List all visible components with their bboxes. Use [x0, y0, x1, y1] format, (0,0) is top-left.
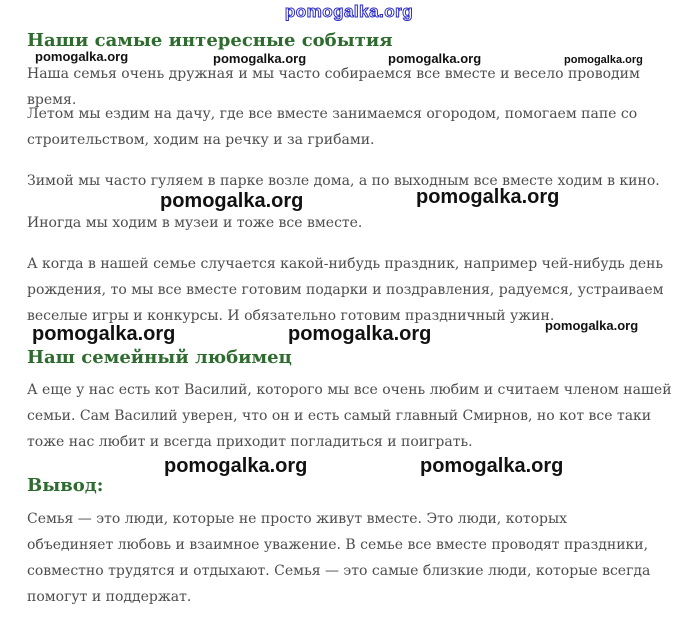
heading-events: Наши самые интересные события — [27, 30, 393, 51]
paragraph-events-3a: Зимой мы часто гуляем в парке возле дома, а по выходным все вместе ходим в кино. — [27, 173, 660, 189]
paragraph-conclusion-1: Семья — это люди, которые не просто живут вместе. Это люди, которых объединяет любовь и взаимное уважение. В семье все вместе проводят праздники, совместно трудятся и отдыхают. Семья — это самые близкие люди, которые всегда помогут и поддержат. — [27, 511, 651, 605]
watermark: pomogalka.org — [32, 323, 176, 345]
watermark: pomogalka.org — [564, 54, 643, 66]
watermark: pomogalka.org — [288, 323, 432, 345]
watermark: pomogalka.org — [420, 455, 564, 477]
paragraph-events-4: А когда в нашей семье случается какой-нибудь праздник, например чей-нибудь день рождения, то мы все вместе готовим подарки и поздравления, радуемся, устраиваем веселые игры и конкурсы. И обязательно готовим праздничный ужин. — [27, 256, 664, 324]
paragraph-events-2: Летом мы ездим на дачу, где все вместе занимаемся огородом, помогаем папе со строительством, ходим на речку и за грибами. — [27, 106, 638, 148]
site-logo-mark: pomogalka.org — [284, 2, 414, 21]
heading-pet: Наш семейный любимец — [27, 347, 292, 368]
watermark: pomogalka.org — [388, 51, 482, 66]
paragraph-events-3b: Иногда мы ходим в музеи и тоже все вместе. — [27, 215, 363, 231]
watermark: pomogalka.org — [35, 49, 129, 64]
watermark: pomogalka.org — [160, 190, 304, 212]
watermark: pomogalka.org — [213, 51, 307, 66]
watermark: pomogalka.org — [416, 186, 560, 208]
paragraph-events-1: Наша семья очень дружная и мы часто собираемся все вместе и весело проводим время. — [27, 66, 640, 108]
heading-conclusion: Вывод: — [27, 475, 104, 496]
watermark: pomogalka.org — [164, 455, 308, 477]
paragraph-pet-1: А еще у нас есть кот Василий, которого мы все очень любим и считаем членом нашей семьи. Сам Василий уверен, что он и есть самый главный Смирнов, но кот все таки тоже нас любит и всегда приходит погладиться и поиграть. — [27, 382, 672, 450]
watermark: pomogalka.org — [545, 318, 639, 333]
